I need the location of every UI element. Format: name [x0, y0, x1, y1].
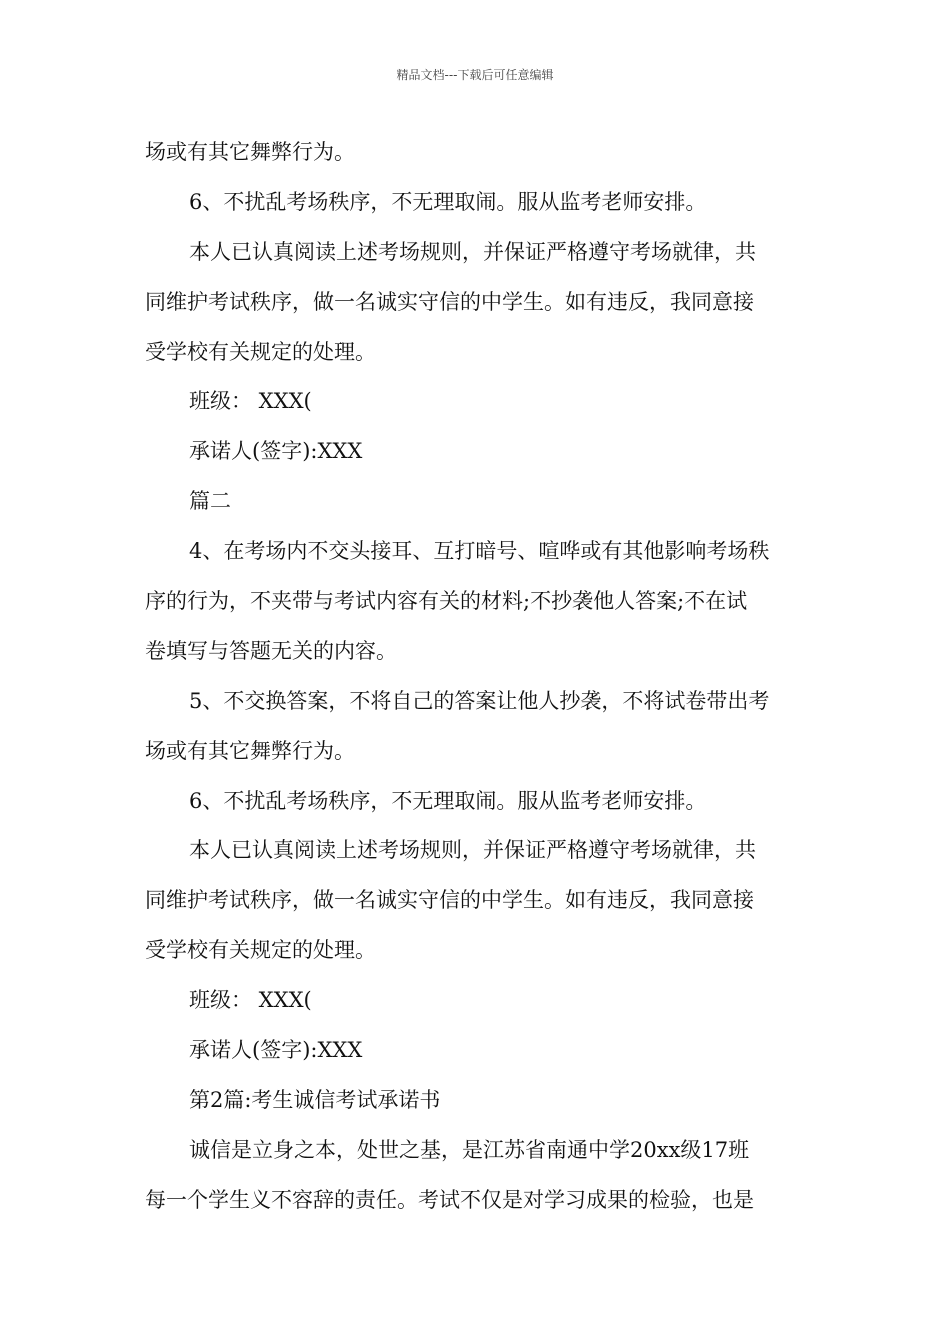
section-heading: 第2篇:考生诚信考试承诺书 — [189, 1087, 441, 1112]
text-line: 同维护考试秩序，做一名诚实守信的中学生。如有违反，我同意接 — [145, 888, 754, 913]
text-line: 序的行为，不夹带与考试内容有关的材料;不抄袭他人答案;不在试 — [145, 589, 748, 614]
text-line: 6、不扰乱考场秩序，不无理取闹。服从监考老师安排。 — [189, 189, 707, 214]
text-line: 5、不交换答案，不将自己的答案让他人抄袭，不将试卷带出考 — [189, 688, 770, 713]
text-line: 卷填写与答题无关的内容。 — [145, 638, 397, 663]
text-line: 同维护考试秩序，做一名诚实守信的中学生。如有违反，我同意接 — [145, 289, 754, 314]
text-line: 4、在考场内不交头接耳、互打暗号、喧哗或有其他影响考场秩 — [189, 539, 770, 564]
text-line: 场或有其它舞弊行为。 — [145, 140, 355, 164]
text-line: 本人已认真阅读上述考场规则，并保证严格遵守考场就律，共 — [189, 239, 756, 264]
text-line: 诚信是立身之本，处世之基，是江苏省南通中学20xx级17班 — [189, 1137, 750, 1162]
text-line: 场或有其它舞弊行为。 — [145, 738, 355, 763]
text-line: 每一个学生义不容辞的责任。考试不仅是对学习成果的检验，也是 — [145, 1187, 754, 1212]
section-heading: 篇二 — [189, 489, 231, 514]
class-field: 班级： XXX( — [189, 389, 312, 414]
text-line: 受学校有关规定的处理。 — [145, 339, 376, 364]
signature-field: 承诺人(签字):XXX — [189, 439, 363, 464]
text-line: 受学校有关规定的处理。 — [145, 938, 376, 963]
document-body — [145, 128, 810, 1226]
page-header: 精品文档---下载后可任意编辑 — [396, 68, 554, 82]
signature-field: 承诺人(签字):XXX — [189, 1038, 363, 1063]
class-field: 班级： XXX( — [189, 988, 312, 1013]
text-line: 6、不扰乱考场秩序，不无理取闹。服从监考老师安排。 — [189, 788, 707, 813]
text-line: 本人已认真阅读上述考场规则，并保证严格遵守考场就律，共 — [189, 838, 756, 863]
